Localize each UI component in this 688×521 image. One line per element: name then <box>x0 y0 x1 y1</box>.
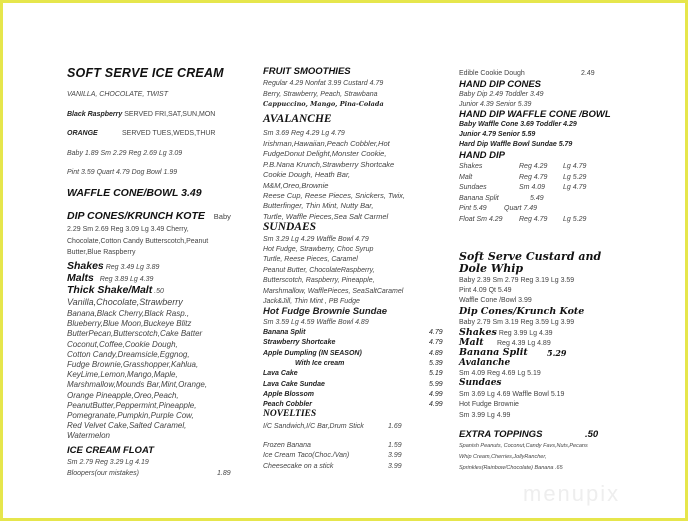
hand-dip-cell: Quart 7.49 <box>504 205 538 212</box>
custard-pint: Pint 4.09 Qt 5.49 <box>459 287 512 294</box>
dip-baby: Baby <box>213 212 231 221</box>
novelty-price: 3.99 <box>388 452 402 459</box>
flavor-line: Red Velvet Cake,Salted Caramel, <box>67 421 187 431</box>
flavor-line: P.B.Nana Krunch,Strawberry Shortcake <box>263 159 395 169</box>
orange-name: ORANGE <box>67 130 98 137</box>
hand-dip-cell: Lg 5.29 <box>563 173 587 181</box>
flavor-line: Turtle, Waffle Pieces,Sea Salt Carmel <box>263 211 389 221</box>
special-item <box>263 370 443 378</box>
flavor-line: Orange Pineapple,Oreo,Peach, <box>67 390 179 400</box>
special-item <box>263 359 443 367</box>
malts-price: Reg 3.89 Lg 4.39 <box>99 276 154 283</box>
flavor-line: Coconut,Coffee,Cookie Dough, <box>67 339 178 349</box>
hand-dip-cell: Malt <box>459 173 473 181</box>
flavor-line: Marshmallow, WafflePieces, SeaSaltCaramel <box>263 287 404 295</box>
flavor-line: Peanut Butter, ChocolateRaspberry, <box>263 266 375 274</box>
custard-title-2: Dole Whip <box>459 262 524 275</box>
special-item <box>263 329 443 336</box>
flavor-line: Banana,Black Cherry,Black Rasp., <box>67 309 190 318</box>
hand-dip-cones-title: HAND DIP CONES <box>459 79 541 90</box>
special-name: Apple Dumpling (IN SEASON) <box>263 349 362 357</box>
black-raspberry-note: SERVED FRI,SAT,SUN,MON <box>124 111 216 118</box>
custard-malt-name: Malt <box>459 337 484 348</box>
smoothie-price: Regular 4.29 Nonfat 3.99 Custard 4.79 <box>263 80 384 87</box>
novelty-price: 1.69 <box>388 423 402 430</box>
avalanche-title: AVALANCHE <box>263 113 332 125</box>
dip-title: DIP CONES/KRUNCH KOTE <box>67 210 205 222</box>
toppings-name: EXTRA TOPPINGS <box>459 429 543 440</box>
hand-dip-cell: Float Sm 4.29 <box>459 215 503 223</box>
novelty-item <box>263 442 402 449</box>
flavor-line: Jack&Jill, Thin Mint , PB Fudge <box>263 298 360 305</box>
sundaes-price: Sm 3.29 Lg 4.29 Waffle Bowl 4.79 <box>263 236 369 243</box>
hand-dip-cell: Reg 4.79 <box>519 215 548 223</box>
special-price: 4.79 <box>429 339 443 347</box>
orange <box>67 130 216 137</box>
special-item <box>263 401 443 409</box>
custard-split <box>459 347 567 358</box>
topping-line: Whip Cream,Cherries,JollyRancher, <box>459 454 547 460</box>
special-name: Strawberry Shortcake <box>263 339 336 347</box>
novelty-name: Cheesecake on a stick <box>263 463 334 470</box>
hand-dip-cell: Pint 5.49 <box>459 205 487 212</box>
smoothie-bold: Cappuccino, Mango, Pina-Colada <box>263 100 384 108</box>
black-raspberry-name: Black Raspberry <box>67 111 123 118</box>
flavor-line: Fudge Brownie,Grasshopper,Kahlua, <box>67 360 199 369</box>
waffle-line: Junior 4.79 Senior 5.59 <box>459 131 536 138</box>
flavor-line: Cookie Dough, Heath Bar, <box>263 170 351 180</box>
cookie-dough-name: Edible Cookie Dough <box>459 70 525 77</box>
flavor-line: Butterfinger, Thin Mint, Nutty Bar, <box>263 201 374 211</box>
shakes <box>67 261 159 272</box>
flavor-line: ButterPecan,Butterscotch,Cake Batter <box>67 329 203 339</box>
hand-dip-cell: Lg 4.79 <box>563 184 587 191</box>
thick-main: Vanilla,Chocolate,Strawberry <box>67 297 183 307</box>
malts-name: Malts <box>67 272 94 284</box>
shakes-name: Shakes <box>67 260 104 272</box>
pint: Pint 3.59 Quart 4.79 Dog Bowl 1.99 <box>67 169 178 176</box>
bloopers-name: Bloopers(our mistakes) <box>67 470 139 477</box>
novelty-name: Ice Cream Taco(Choc./Van) <box>263 452 350 459</box>
flavor-line: FudgeDonut Delight,Monster Cookie, <box>263 149 387 159</box>
watermark: menupix <box>523 481 621 506</box>
flavor-line: Watermelon <box>67 431 110 441</box>
special-price: 4.89 <box>429 349 443 357</box>
dip-line: Chocolate,Cotton Candy Butterscotch,Peanut <box>67 238 209 245</box>
special-item <box>263 339 443 347</box>
custard-brownie-price: Sm 3.99 Lg 4.99 <box>459 412 511 419</box>
flavor-line: Butterscotch, Raspberry, Pineapple, <box>263 277 375 285</box>
special-name: Banana Split <box>263 329 306 336</box>
special-name: Lava Cake Sundae <box>263 380 325 388</box>
hand-dip-cones-line: Junior 4.39 Senior 5.39 <box>459 101 532 108</box>
thick-name: Thick Shake/Malt <box>67 284 153 296</box>
special-price: 5.19 <box>429 370 443 378</box>
hand-dip-cell: Banana Split <box>459 194 499 202</box>
novelty-name: Frozen Banana <box>263 442 311 449</box>
flavor-line: Reese Cup, Reese Pieces, Snickers, Twix, <box>263 191 405 200</box>
custard-sundaes-title: Sundaes <box>459 378 502 388</box>
custard-title: Soft Serve Custard and <box>459 250 602 263</box>
special-price: 4.79 <box>429 329 443 336</box>
float-title: ICE CREAM FLOAT <box>67 445 154 456</box>
smoothie-flavors: Berry, Strawberry, Peach, Strawbana <box>263 91 378 98</box>
novelty-price: 1.59 <box>388 442 402 449</box>
hand-dip-cell: Sundaes <box>459 184 487 191</box>
custard-split-name: Banana Split <box>459 347 528 358</box>
malts <box>67 273 153 284</box>
brownie-price: Sm 3.59 Lg 4.59 Waffle Bowl 4.89 <box>263 319 369 326</box>
flavor-line: KeyLime,Lemon,Mango,Maple, <box>67 370 178 380</box>
hand-dip-cell: Reg 4.29 <box>519 163 548 170</box>
cookie-dough <box>459 70 595 77</box>
custard-dip-title: Dip Cones/Krunch Kote <box>459 306 585 317</box>
novelty-item <box>263 463 402 470</box>
flavor-line: Cotton Candy,Dreamsicle,Eggnog, <box>67 349 190 359</box>
hand-dip-cones-line: Baby Dip 2.49 Toddler 3.49 <box>459 91 544 98</box>
bloopers-price: 1.89 <box>217 470 231 477</box>
shakes-price: Reg 3.49 Lg 3.89 <box>105 264 160 271</box>
bloopers <box>67 470 231 477</box>
hand-dip-cell: Lg 4.79 <box>563 163 587 170</box>
special-name: Apple Blossom <box>263 390 314 398</box>
hand-dip-cell: Shakes <box>459 163 483 170</box>
custard-waffle: Waffle Cone /Bowl 3.99 <box>459 297 532 304</box>
custard-avalanche-price: Sm 4.09 Reg 4.69 Lg 5.19 <box>459 370 541 377</box>
special-price: 5.99 <box>429 380 443 388</box>
custard-split-price: 5.29 <box>547 348 567 358</box>
custard-sundaes-price: Sm 3.69 Lg 4.69 Waffle Bowl 5.19 <box>459 391 565 398</box>
dip-line: Butter,Blue Raspberry <box>67 249 136 256</box>
avalanche-price: Sm 3.69 Reg 4.29 Lg 4.79 <box>263 130 345 137</box>
dip-line: 2.29 Sm 2.69 Reg 3.09 Lg 3.49 Cherry, <box>67 226 189 233</box>
novelty-item <box>263 452 402 459</box>
thick-price: .50 <box>154 288 164 295</box>
special-name: Peach Cobbler <box>263 401 313 409</box>
waffle-title: HAND DIP WAFFLE CONE /BOWL <box>459 109 611 120</box>
hand-dip-cell: 5.49 <box>530 194 544 202</box>
novelty-name: I/C Sandwich,I/C Bar,Drum Stick <box>263 423 364 430</box>
novelties-title: NOVELTIES <box>263 409 317 419</box>
custard-brownie: Hot Fudge Brownie <box>459 401 519 408</box>
topping-line: Sprinkles(Rainbow/Chocolate) Banana .65 <box>459 465 563 471</box>
flavor-line: Irishman,Hawaiian,Peach Cobbler,Hot <box>263 139 390 148</box>
custard-avalanche-title: Avalanche <box>459 358 511 368</box>
toppings-price: .50 <box>585 429 599 440</box>
float-price: Sm 2.79 Reg 3.29 Lg 4.19 <box>67 459 149 466</box>
special-item <box>263 390 443 398</box>
hand-dip-cell: Lg 5.29 <box>563 215 587 223</box>
orange-note: SERVED TUES,WEDS,THUR <box>122 130 216 137</box>
hand-dip-cell: Reg 4.79 <box>519 173 548 181</box>
flavor-line: PeanutButter,Peppermint,Pineapple, <box>67 400 197 410</box>
soft-serve-title: SOFT SERVE ICE CREAM <box>67 66 224 80</box>
brownie-title: Hot Fudge Brownie Sundae <box>263 306 388 317</box>
hand-dip-cell: Sm 4.09 <box>519 184 546 191</box>
novelty-item <box>263 423 402 430</box>
special-item <box>263 349 443 357</box>
special-item <box>263 380 443 388</box>
special-price: 4.99 <box>429 390 443 398</box>
special-price: 4.99 <box>429 401 443 409</box>
dip-cones-title <box>67 211 231 222</box>
black-raspberry <box>67 111 215 118</box>
flavor-line: M&M,Oreo,Brownie <box>263 180 329 190</box>
custard-malt-price: Reg 4.39 Lg 4.89 <box>497 340 551 347</box>
special-name: With Ice cream <box>295 359 345 367</box>
flavor-line: Turtle, Reese Pieces, Caramel <box>263 256 358 264</box>
custard-shakes-name: Shakes <box>459 327 497 338</box>
waffle-cone: WAFFLE CONE/BOWL 3.49 <box>67 187 202 199</box>
waffle-line: Baby Waffle Cone 3.69 Toddler 4.29 <box>459 121 577 128</box>
flavor-line: Pomegranate,Pumpkin,Purple Cow, <box>67 411 194 420</box>
waffle-line: Hard Dip Waffle Bowl Sundae 5.79 <box>459 141 573 148</box>
smoothie-title: FRUIT SMOOTHIES <box>263 66 351 77</box>
sizes: Baby 1.89 Sm 2.29 Reg 2.69 Lg 3.09 <box>67 150 183 157</box>
toppings-title <box>459 429 599 440</box>
special-name: Lava Cake <box>263 370 298 378</box>
custard-shakes-price: Reg 3.99 Lg 4.39 <box>498 330 553 337</box>
special-price: 5.39 <box>429 359 443 367</box>
flavor-line: Marshmallow,Mounds Bar,Mint,Orange, <box>67 380 208 390</box>
topping-line: Spanish Peanuts, Coconut,Candy Favs,Nuts,Pecans <box>459 443 588 449</box>
custard-sizes: Baby 2.39 Sm 2.79 Reg 3.19 Lg 3.59 <box>459 277 575 284</box>
flavors: VANILLA, CHOCOLATE, TWIST <box>67 91 169 98</box>
hand-dip-title: HAND DIP <box>459 150 505 161</box>
flavor-line: Blueberry,Blue Moon,Buckeye Blitz <box>67 319 192 329</box>
flavor-line: Hot Fudge, Strawberry, Choc Syrup <box>263 246 374 253</box>
thick-shake <box>67 285 164 296</box>
sundaes-title: SUNDAES <box>263 221 317 233</box>
cookie-dough-price: 2.49 <box>581 70 595 77</box>
custard-dip-price: Baby 2.79 Sm 3.19 Reg 3.59 Lg 3.99 <box>459 319 575 326</box>
novelty-price: 3.99 <box>388 463 402 470</box>
